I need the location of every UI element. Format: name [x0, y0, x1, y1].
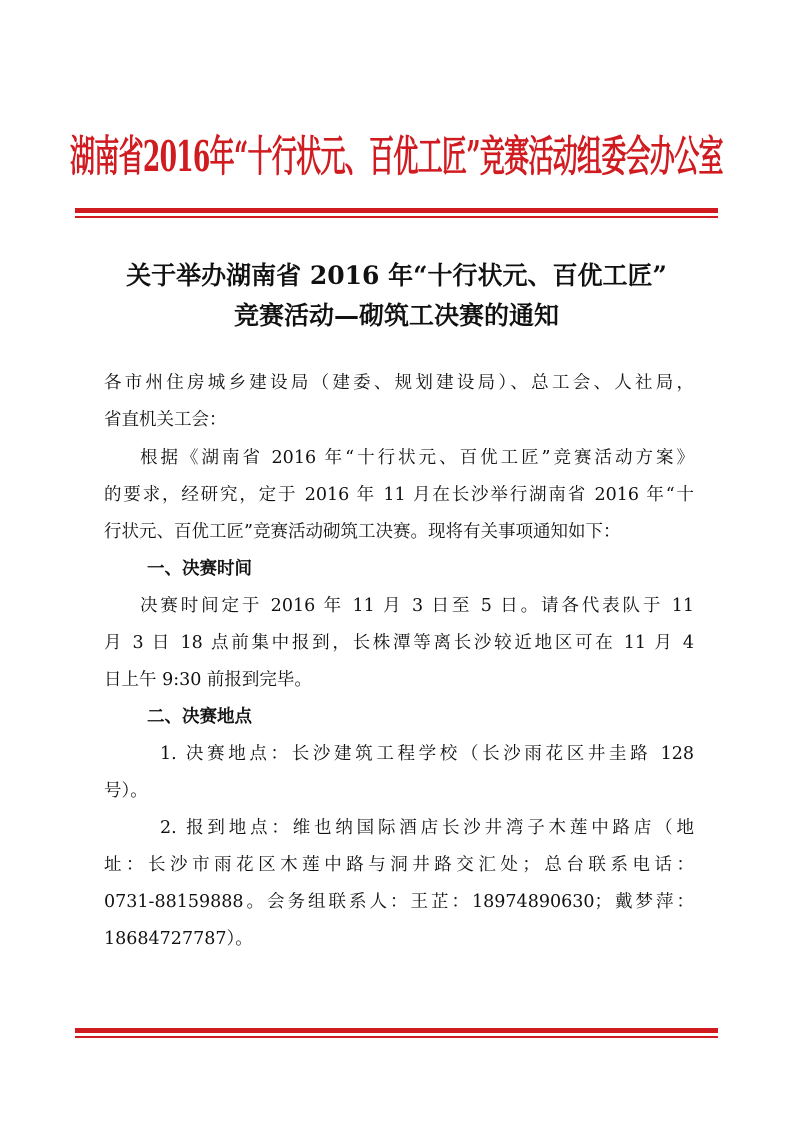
addressee-line-1: 各市州住房城乡建设局（建委、规划建设局）、总工会、人社局， — [104, 373, 694, 393]
location-item-2-line-3: 0731-88159888。会务组联系人：王芷：18974890630；戴梦萍： — [104, 892, 694, 912]
divider-thin-line — [75, 216, 718, 218]
section-time-line-2: 月 3 日 18 点前集中报到，长株潭等离长沙较近地区可在 11 月 4 — [104, 633, 694, 653]
intro-line-2: 的要求，经研究，定于 2016 年 11 月在长沙举行湖南省 2016 年“十 — [104, 485, 694, 505]
section-heading-location: 二、决赛地点 — [147, 707, 252, 727]
location-item-1-line-1: 1. 决赛地点：长沙建筑工程学校（长沙雨花区井圭路 128 — [160, 744, 694, 764]
location-item-2-line-1: 2. 报到地点：维也纳国际酒店长沙井湾子木莲中路店（地 — [160, 818, 694, 838]
intro-line-1: 根据《湖南省 2016 年“十行状元、百优工匠”竞赛活动方案》 — [140, 448, 694, 468]
location-item-1-line-2: 号）。 — [104, 781, 148, 801]
letterhead-title: 湖南省2016年“十行状元、百优工匠”竞赛活动组委会办公室 — [70, 132, 723, 182]
notice-title-line-1: 关于举办湖南省 2016 年“十行状元、百优工匠” — [126, 261, 667, 290]
location-item-2-line-4: 18684727787）。 — [104, 929, 253, 949]
notice-title-line-2: 竞赛活动—砌筑工决赛的通知 — [233, 301, 559, 330]
intro-line-3: 行状元、百优工匠”竞赛活动砌筑工决赛。现将有关事项通知如下： — [104, 522, 621, 542]
divider-thin-line — [75, 1036, 718, 1038]
section-heading-time: 一、决赛时间 — [147, 559, 252, 579]
addressee-line-2: 省直机关工会： — [104, 410, 227, 430]
section-time-line-3: 日上午 9:30 前报到完毕。 — [104, 670, 312, 690]
location-item-2-line-2: 址：长沙市雨花区木莲中路与洞井路交汇处；总台联系电话： — [104, 855, 694, 875]
footer-divider — [75, 1028, 718, 1038]
section-time-line-1: 决赛时间定于 2016 年 11 月 3 日至 5 日。请各代表队于 11 — [140, 596, 694, 616]
letterhead-divider-top — [75, 208, 718, 218]
